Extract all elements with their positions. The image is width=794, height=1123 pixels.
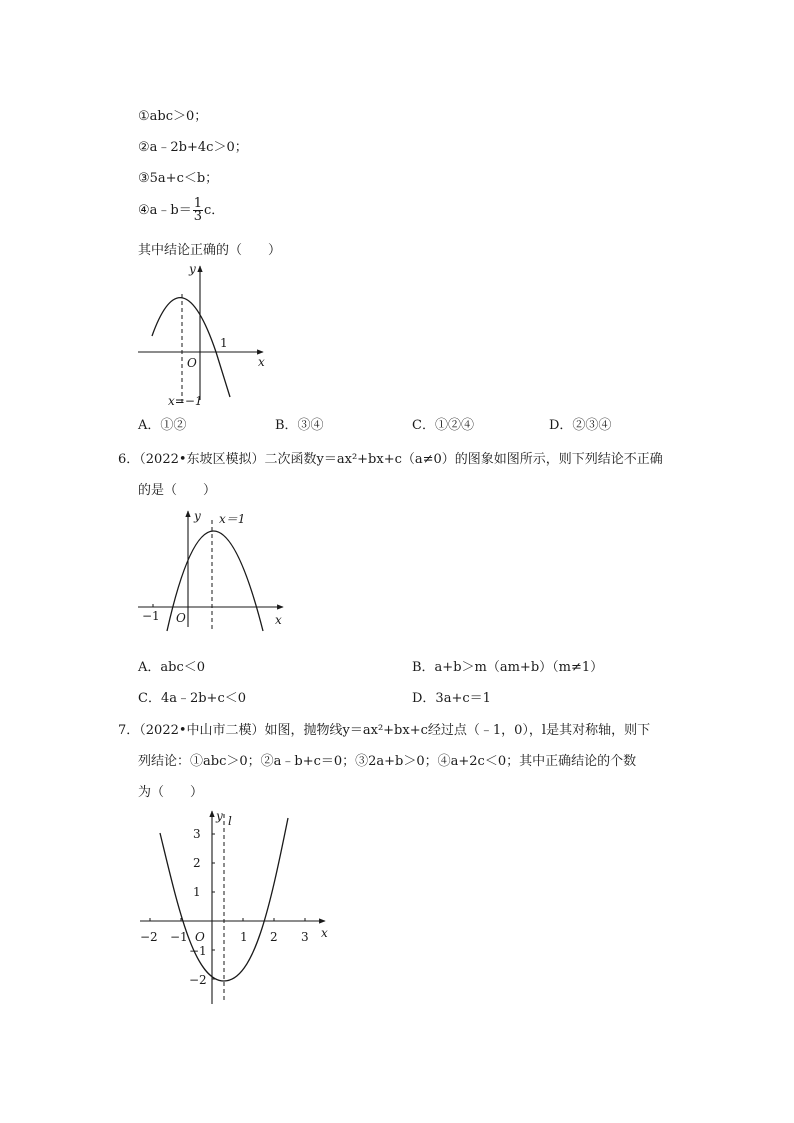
statement-4-suffix: c． — [204, 203, 225, 218]
q7-stem-line-2: 列结论：①abc＞0；②a﹣b+c＝0；③2a+b＞0；④a+2c＜0；其中正确结论的个数 — [138, 754, 637, 769]
fraction-one-third — [193, 198, 203, 223]
y-tick-label-2: 2 — [193, 856, 201, 870]
q6-option-d[interactable]: D．3a+c＝1 — [412, 691, 491, 706]
y-tick-label-neg1: −1 — [189, 944, 207, 958]
x-tick-label-3: 3 — [301, 930, 309, 944]
x-tick-label-2: 2 — [270, 930, 278, 944]
q5-prompt: 其中结论正确的（ ） — [138, 243, 282, 258]
statement-2: ②a﹣2b+4c＞0； — [138, 140, 248, 155]
y-axis-label: y — [189, 262, 196, 276]
q5-option-a[interactable]: A．①② — [138, 418, 187, 433]
q7-graph — [135, 808, 335, 1008]
origin-label: O — [195, 930, 205, 944]
parabola-curve — [152, 298, 230, 397]
tick-label-neg1: −1 — [142, 609, 160, 623]
y-tick-label-1: 1 — [193, 885, 201, 899]
symmetry-axis-label: l — [228, 814, 232, 828]
q7-stem-line-1: 7．（2022•中山市二模）如图，抛物线y＝ax²+bx+c经过点（﹣1，0），l是其对称轴，则下 — [118, 723, 651, 738]
fraction-denominator: 3 — [193, 209, 203, 224]
y-axis-label: y — [216, 809, 223, 823]
y-tick-label-3: 3 — [193, 827, 201, 841]
x-tick-label-neg2: −2 — [140, 930, 158, 944]
origin-label: O — [176, 611, 186, 625]
q6-option-a[interactable]: A．abc＜0 — [138, 660, 206, 675]
fraction-numerator: 1 — [193, 196, 203, 211]
statement-4 — [138, 198, 224, 223]
statement-4-prefix: ④a﹣b＝ — [138, 203, 192, 218]
q6-stem-line-1: 6．（2022•东坡区模拟）二次函数y＝ax²+bx+c（a≠0）的图象如图所示，则下列结论不正确 — [118, 452, 663, 467]
q5-option-d[interactable]: D．②③④ — [549, 418, 612, 433]
statement-3: ③5a+c＜b； — [138, 171, 219, 186]
statement-1: ①abc＞0； — [138, 109, 208, 124]
x-axis-label: x — [321, 926, 328, 940]
q5-option-b[interactable]: B．③④ — [275, 418, 324, 433]
q5-option-c[interactable]: C．①②④ — [412, 418, 474, 433]
tick-label-1: 1 — [220, 336, 228, 350]
x-tick-label-1: 1 — [240, 930, 248, 944]
q6-stem-line-2: 的是（ ） — [138, 483, 217, 498]
q6-option-c[interactable]: C．4a﹣2b+c＜0 — [138, 691, 247, 706]
q6-graph — [135, 506, 295, 636]
q7-stem-line-3: 为（ ） — [138, 785, 204, 800]
q6-option-b[interactable]: B．a+b＞m（am+b）（m≠1） — [412, 660, 604, 675]
y-axis-label: y — [194, 509, 201, 523]
axis-line-label: x=−1 — [168, 394, 203, 408]
x-axis-label: x — [275, 613, 282, 627]
x-axis-label: x — [258, 355, 265, 369]
y-tick-label-neg2: −2 — [189, 973, 207, 987]
origin-label: O — [187, 356, 197, 370]
x-tick-label-neg1: −1 — [170, 930, 188, 944]
axis-line-label: x＝1 — [219, 512, 246, 526]
q5-graph — [130, 260, 270, 410]
